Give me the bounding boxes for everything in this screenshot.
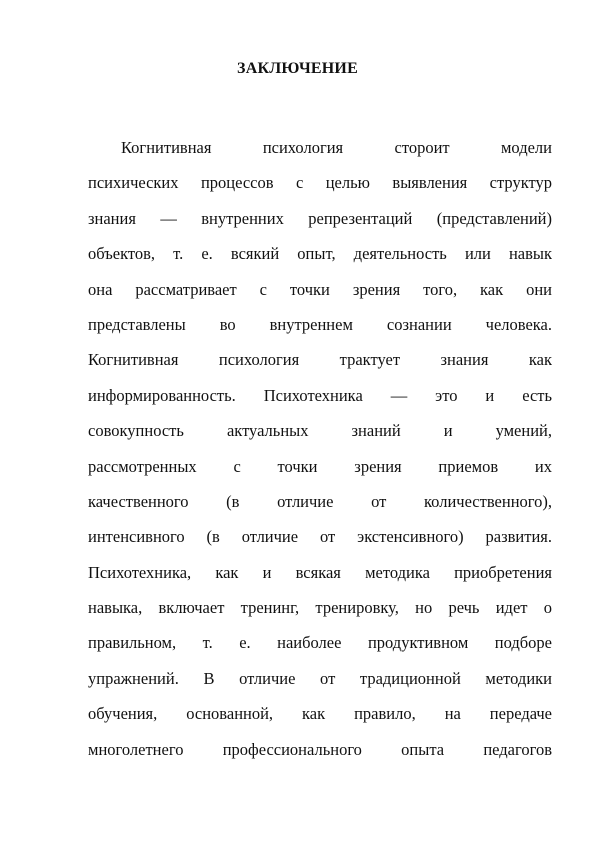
text-line: качественного (в отличие от количественного), bbox=[88, 491, 552, 511]
text-line: рассмотренных с точки зрения приемов их bbox=[88, 456, 552, 476]
text-line: знания — внутренних репрезентаций (представлений) bbox=[88, 208, 552, 228]
text-line: интенсивного (в отличие от экстенсивного) развития. bbox=[88, 527, 552, 547]
page-title: ЗАКЛЮЧЕНИЕ bbox=[237, 60, 358, 77]
text-line: информированность. Психотехника — это и есть bbox=[88, 385, 552, 405]
text-line: объектов, т. е. всякий опыт, деятельность или навык bbox=[88, 244, 552, 264]
text-line: навыка, включает тренинг, тренировку, но речь идет о bbox=[88, 598, 552, 618]
text-line: правильном, т. е. наиболее продуктивном подборе bbox=[88, 633, 552, 653]
text-line: обучения, основанной, как правило, на передаче bbox=[88, 704, 552, 724]
text-line: Когнитивная психология стороит модели bbox=[121, 138, 552, 157]
text-line: упражнений. В отличие от традиционной методики bbox=[88, 668, 552, 688]
text-line: многолетнего профессионального опыта педагогов bbox=[88, 739, 552, 759]
body-paragraph bbox=[88, 134, 552, 771]
text-line: психических процессов с целью выявления структур bbox=[88, 173, 552, 193]
text-line: Когнитивная психология трактует знания как bbox=[88, 350, 552, 370]
text-line: Психотехника, как и всякая методика приобретения bbox=[88, 562, 552, 582]
text-line: совокупность актуальных знаний и умений, bbox=[88, 421, 552, 441]
text-line: представлены во внутреннем сознании человека. bbox=[88, 314, 552, 334]
text-line: она рассматривает с точки зрения того, как они bbox=[88, 279, 552, 299]
